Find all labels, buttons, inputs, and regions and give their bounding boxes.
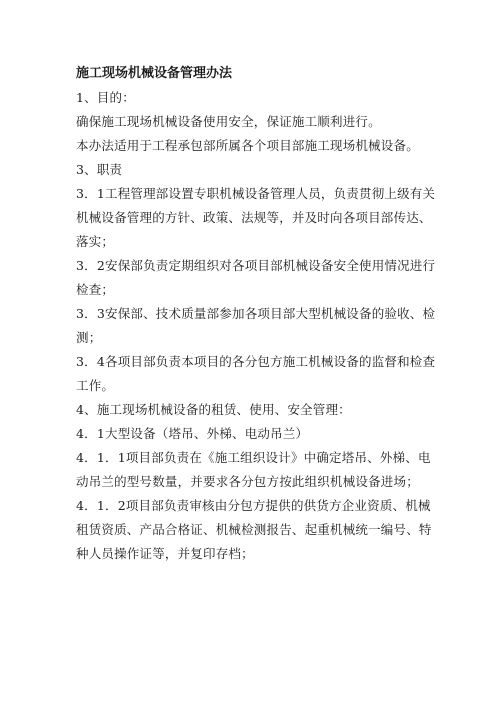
- document-title: 施工现场机械设备管理办法: [76, 66, 233, 81]
- clause-3-4: 3．4各项目部负责本项目的各分包方施工机械设备的监督和检查工作。: [76, 354, 436, 393]
- clause-4-1: 4．1大型设备（塔吊、外梯、电动吊兰）: [76, 426, 309, 441]
- clause-3-3: 3．3安保部、技术质量部参加各项目部大型机械设备的验收、检测；: [76, 306, 436, 345]
- clause-3-2: 3．2安保部负责定期组织对各项目部机械设备安全使用情况进行检查；: [76, 258, 436, 297]
- clause-3-1: 3．1工程管理部设置专职机械设备管理人员，负责贯彻上级有关机械设备管理的方针、政策、法规等，并及时向各项目部传达、落实；: [76, 186, 436, 249]
- section-heading-responsibilities: 3、职责: [76, 162, 123, 177]
- purpose-text: 确保施工现场机械设备使用安全，保证施工顺利进行。: [76, 114, 381, 129]
- document-page: [76, 62, 436, 566]
- section-heading-management: 4、施工现场机械设备的租赁、使用、安全管理：: [76, 402, 351, 417]
- clause-4-1-2: 4．1．2项目部负责审核由分包方提供的供货方企业资质、机械租赁资质、产品合格证、机械检测报告、起重机械统一编号、特种人员操作证等，并复印存档；: [76, 498, 432, 561]
- clause-4-1-1: 4．1．1项目部负责在《施工组织设计》中确定塔吊、外梯、电动吊兰的型号数量，并要求各分包方按此组织机械设备进场；: [76, 450, 431, 489]
- section-heading-purpose: 1、目的：: [76, 90, 135, 105]
- scope-text: 本办法适用于工程承包部所属各个项目部施工现场机械设备。: [76, 138, 419, 153]
